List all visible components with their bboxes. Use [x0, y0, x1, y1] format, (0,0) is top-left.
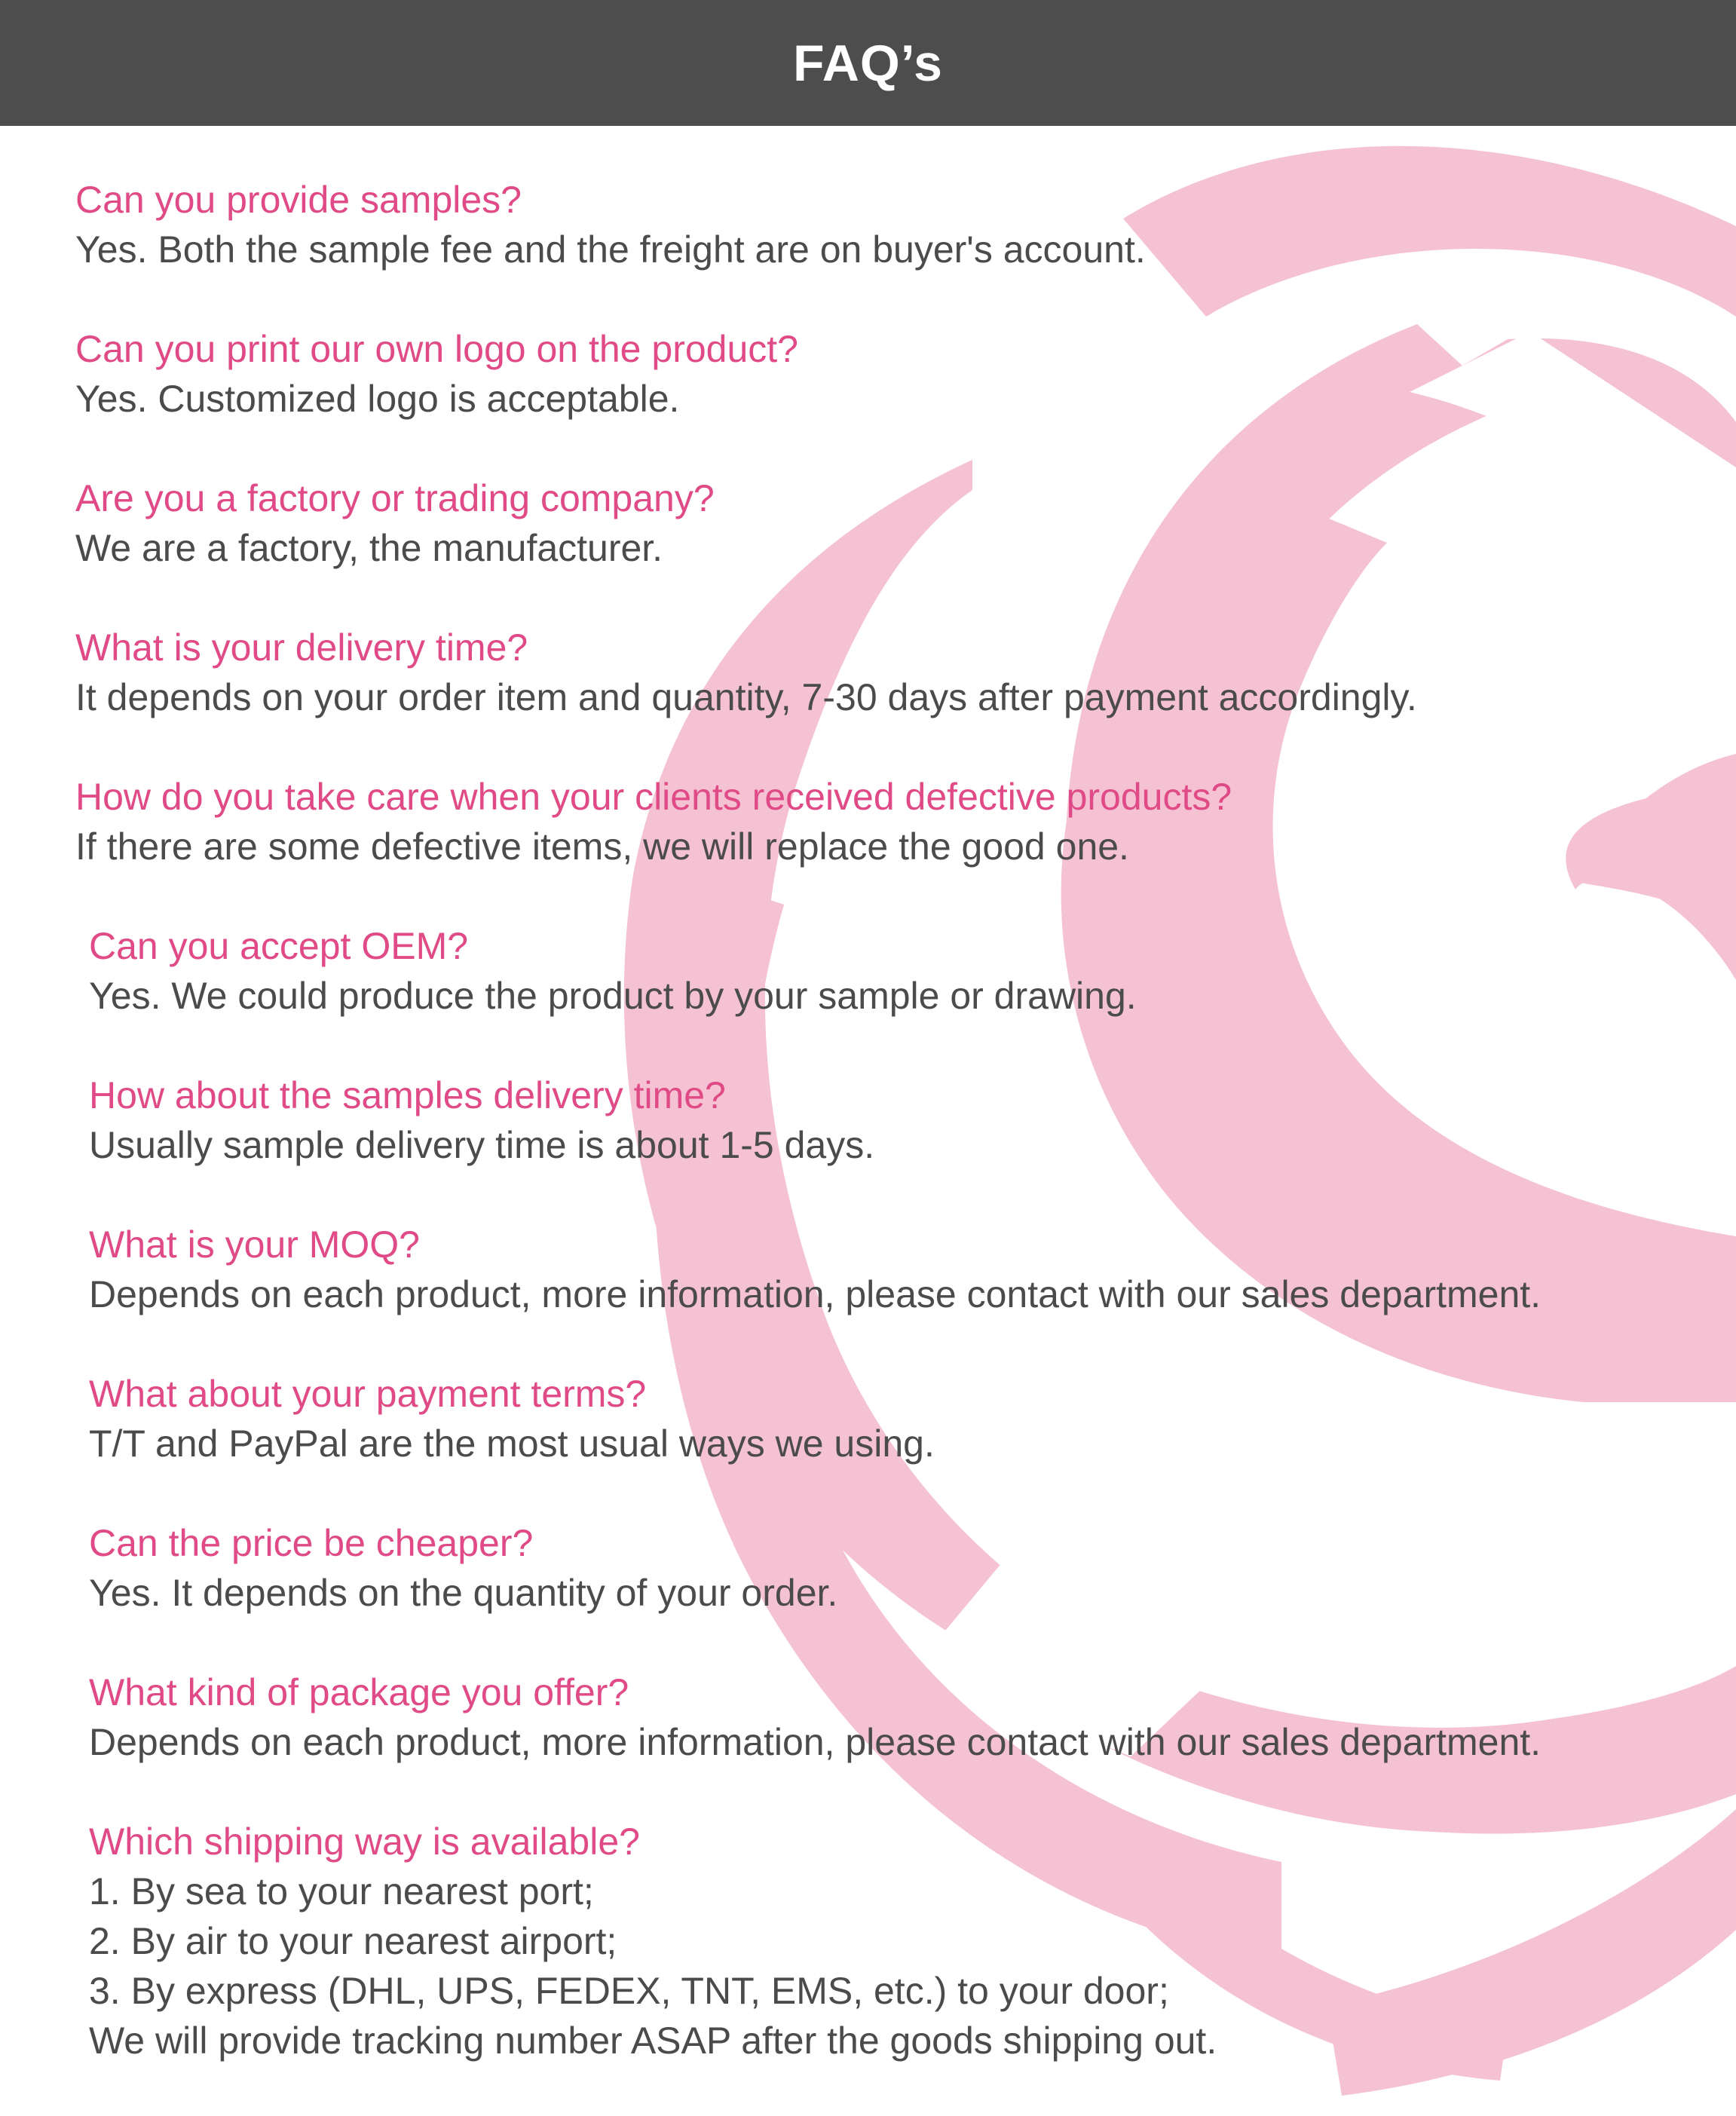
faq-item	[75, 623, 1734, 722]
faq-question: Are you a factory or trading company?	[75, 477, 715, 519]
faq-question: How do you take care when your clients received defective products?	[75, 776, 1232, 818]
faq-item	[89, 1518, 1736, 1618]
faq-answer: Yes. We could produce the product by your sample or drawing.	[89, 975, 1137, 1017]
faq-answer: Yes. It depends on the quantity of your order.	[89, 1572, 838, 1614]
faq-question: What kind of package you offer?	[89, 1671, 629, 1713]
faq-answer: We are a factory, the manufacturer.	[75, 527, 663, 569]
faq-item	[75, 324, 1734, 424]
faq-answer: If there are some defective items, we will replace the good one.	[75, 825, 1129, 868]
faq-question: Can you accept OEM?	[89, 925, 469, 967]
faq-question: Can the price be cheaper?	[89, 1522, 534, 1564]
faq-answer: Depends on each product, more information, please contact with our sales department.	[89, 1721, 1542, 1763]
faq-question: What is your MOQ?	[89, 1223, 420, 1266]
faq-answer: Yes. Customized logo is acceptable.	[75, 378, 680, 420]
faq-answer: T/T and PayPal are the most usual ways we using.	[89, 1422, 935, 1465]
faq-item	[89, 1667, 1736, 1767]
faq-question: What about your payment terms?	[89, 1373, 647, 1415]
faq-item	[89, 1369, 1736, 1468]
faq-question: Can you print our own logo on the product?	[75, 328, 798, 370]
page-header	[0, 0, 1736, 126]
faq-item	[75, 473, 1734, 573]
faq-question: What is your delivery time?	[75, 626, 528, 669]
faq-item	[89, 1817, 1736, 2065]
page-title: FAQ’s	[793, 34, 943, 92]
faq-answer-line: We will provide tracking number ASAP after the goods shipping out.	[89, 2020, 1217, 2062]
faq-answer-line: 3. By express (DHL, UPS, FEDEX, TNT, EMS, etc.) to your door;	[89, 1970, 1169, 2012]
faq-item	[89, 1070, 1736, 1170]
faq-answer: Depends on each product, more information, please contact with our sales department.	[89, 1273, 1542, 1315]
faq-answer: Usually sample delivery time is about 1-5 days.	[89, 1124, 875, 1166]
faq-item	[75, 772, 1734, 871]
faq-answer: It depends on your order item and quantity, 7-30 days after payment accordingly.	[75, 676, 1417, 718]
faq-item	[89, 921, 1736, 1021]
faq-answer: Yes. Both the sample fee and the freight are on buyer's account.	[75, 228, 1146, 271]
faq-answer-line: 1. By sea to your nearest port;	[89, 1870, 594, 1912]
faq-answer-line: 2. By air to your nearest airport;	[89, 1920, 617, 1962]
faq-item	[89, 1220, 1736, 1319]
faq-question: Which shipping way is available?	[89, 1820, 640, 1863]
faq-question: How about the samples delivery time?	[89, 1074, 726, 1116]
faq-item	[75, 175, 1734, 274]
faq-question: Can you provide samples?	[75, 179, 522, 221]
